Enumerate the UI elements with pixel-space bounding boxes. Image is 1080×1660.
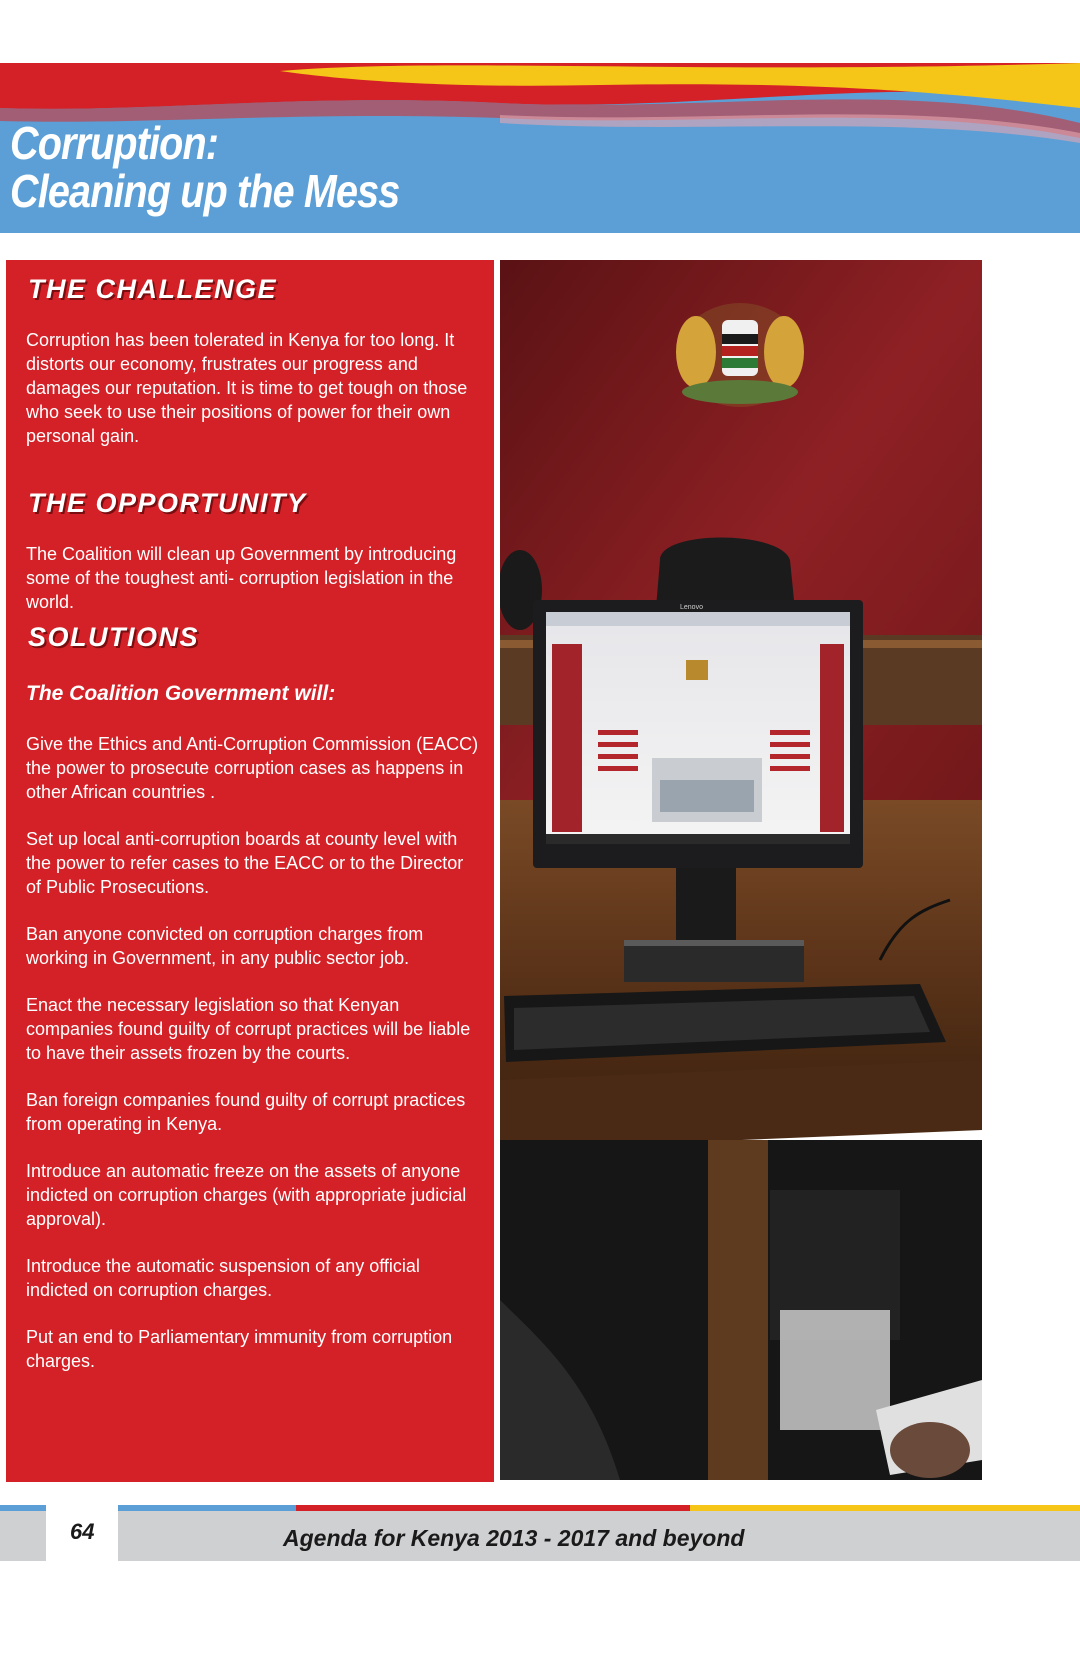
solutions-subheading: The Coalition Government will: <box>26 682 336 705</box>
solution-item: Ban anyone convicted on corruption charges from working in Government, in any public sector job. <box>26 924 424 968</box>
solution-item: Ban foreign companies found guilty of corrupt practices from operating in Kenya. <box>26 1090 466 1134</box>
solution-item: Introduce an automatic freeze on the assets of anyone indicted on corruption charges (with appropriate judicial approval). <box>26 1161 467 1229</box>
opportunity-heading: THE OPPORTUNITY <box>28 488 307 518</box>
solution-item: Put an end to Parliamentary immunity from corruption charges. <box>26 1327 453 1371</box>
page-number: 64 <box>70 1519 95 1544</box>
courtroom-computer-photo <box>500 260 982 1480</box>
solution-item: Give the Ethics and Anti-Corruption Commission (EACC) the power to prosecute corruption cases as happens in other African countries . <box>26 734 479 802</box>
footer-title: Agenda for Kenya 2013 - 2017 and beyond <box>283 1525 745 1551</box>
opportunity-text: The Coalition will clean up Government by introducing some of the toughest anti- corruption legislation in the world. <box>26 544 457 612</box>
challenge-text: Corruption has been tolerated in Kenya for too long. It distorts our economy, frustrates our progress and damages our reputation. It is time to get tough on those who seek to use their positions of power for their own personal gain. <box>26 330 468 446</box>
solution-item: Enact the necessary legislation so that Kenyan companies found guilty of corrupt practices will be liable to have their assets frozen by the courts. <box>26 995 471 1063</box>
solution-item: Introduce the automatic suspension of any official indicted on corruption charges. <box>26 1256 420 1300</box>
page-subtitle: Cleaning up the Mess <box>10 165 400 217</box>
footer-bar-left <box>0 1511 46 1561</box>
solution-item: Set up local anti-corruption boards at county level with the power to refer cases to the EACC or to the Director of Public Prosecutions. <box>26 829 464 897</box>
computer-monitor <box>533 600 863 868</box>
challenge-heading: THE CHALLENGE <box>28 274 277 304</box>
content-panel <box>6 260 494 1482</box>
photo-illustration <box>500 260 982 1480</box>
coat-of-arms-icon <box>676 303 804 407</box>
page-title: Corruption: <box>10 117 219 169</box>
solutions-heading: SOLUTIONS <box>28 622 200 652</box>
monitor-brand: Lenovo <box>680 604 703 611</box>
